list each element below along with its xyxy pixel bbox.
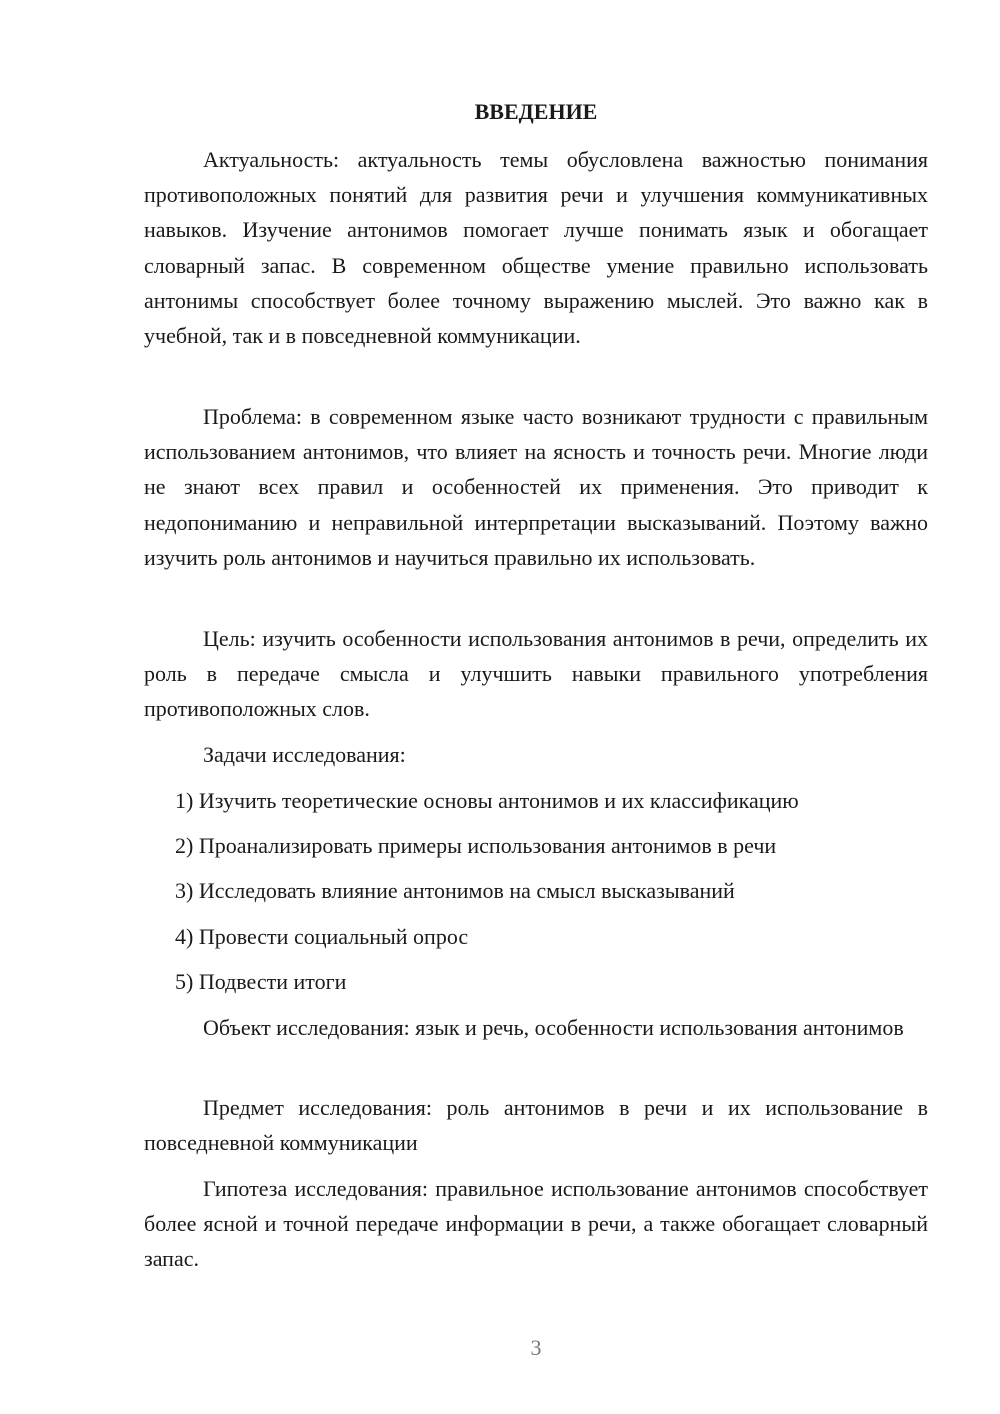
hypothesis-paragraph: Гипотеза исследования: правильное использование антонимов способствует более ясной и точной передаче информации в речи, а также обогащает словарный запас. <box>144 1176 928 1272</box>
task-item-5: 5) Подвести итоги <box>175 969 347 994</box>
page-title: ВВЕДЕНИЕ <box>474 99 598 124</box>
object-paragraph: Объект исследования: язык и речь, особенности использования антонимов <box>203 1015 904 1040</box>
tasks-heading: Задачи исследования: <box>203 742 406 767</box>
task-item-3: 3) Исследовать влияние антонимов на смысл высказываний <box>175 878 735 903</box>
relevance-paragraph: Актуальность: актуальность темы обусловлена важностью понимания противоположных понятий для развития речи и улучшения коммуникативных навыков. Изучение антонимов помогает лучше понимать язык и обогащает словарный запас. В современном обществе умение правильно использовать антонимы способствует более точному выражению мыслей. Это важно как в учебной, так и в повседневной коммуникации. <box>144 147 928 349</box>
page-number: 3 <box>530 1335 542 1360</box>
task-item-2: 2) Проанализировать примеры использования антонимов в речи <box>175 833 777 858</box>
task-item-1: 1) Изучить теоретические основы антонимов и их классификацию <box>175 788 799 813</box>
goal-paragraph: Цель: изучить особенности использования антонимов в речи, определить их роль в передаче смысла и улучшить навыки правильного употребления противоположных слов. <box>144 626 928 722</box>
problem-paragraph: Проблема: в современном языке часто возникают трудности с правильным использованием антонимов, что влияет на ясность и точность речи. Многие люди не знают всех правил и особенностей их применения. Это приводит к недопониманию и неправильной интерпретации высказываний. Поэтому важно изучить роль антонимов и научиться правильно их использовать. <box>144 404 928 570</box>
subject-paragraph: Предмет исследования: роль антонимов в речи и их использование в повседневной коммуникации <box>144 1095 928 1156</box>
task-item-4: 4) Провести социальный опрос <box>175 924 469 949</box>
